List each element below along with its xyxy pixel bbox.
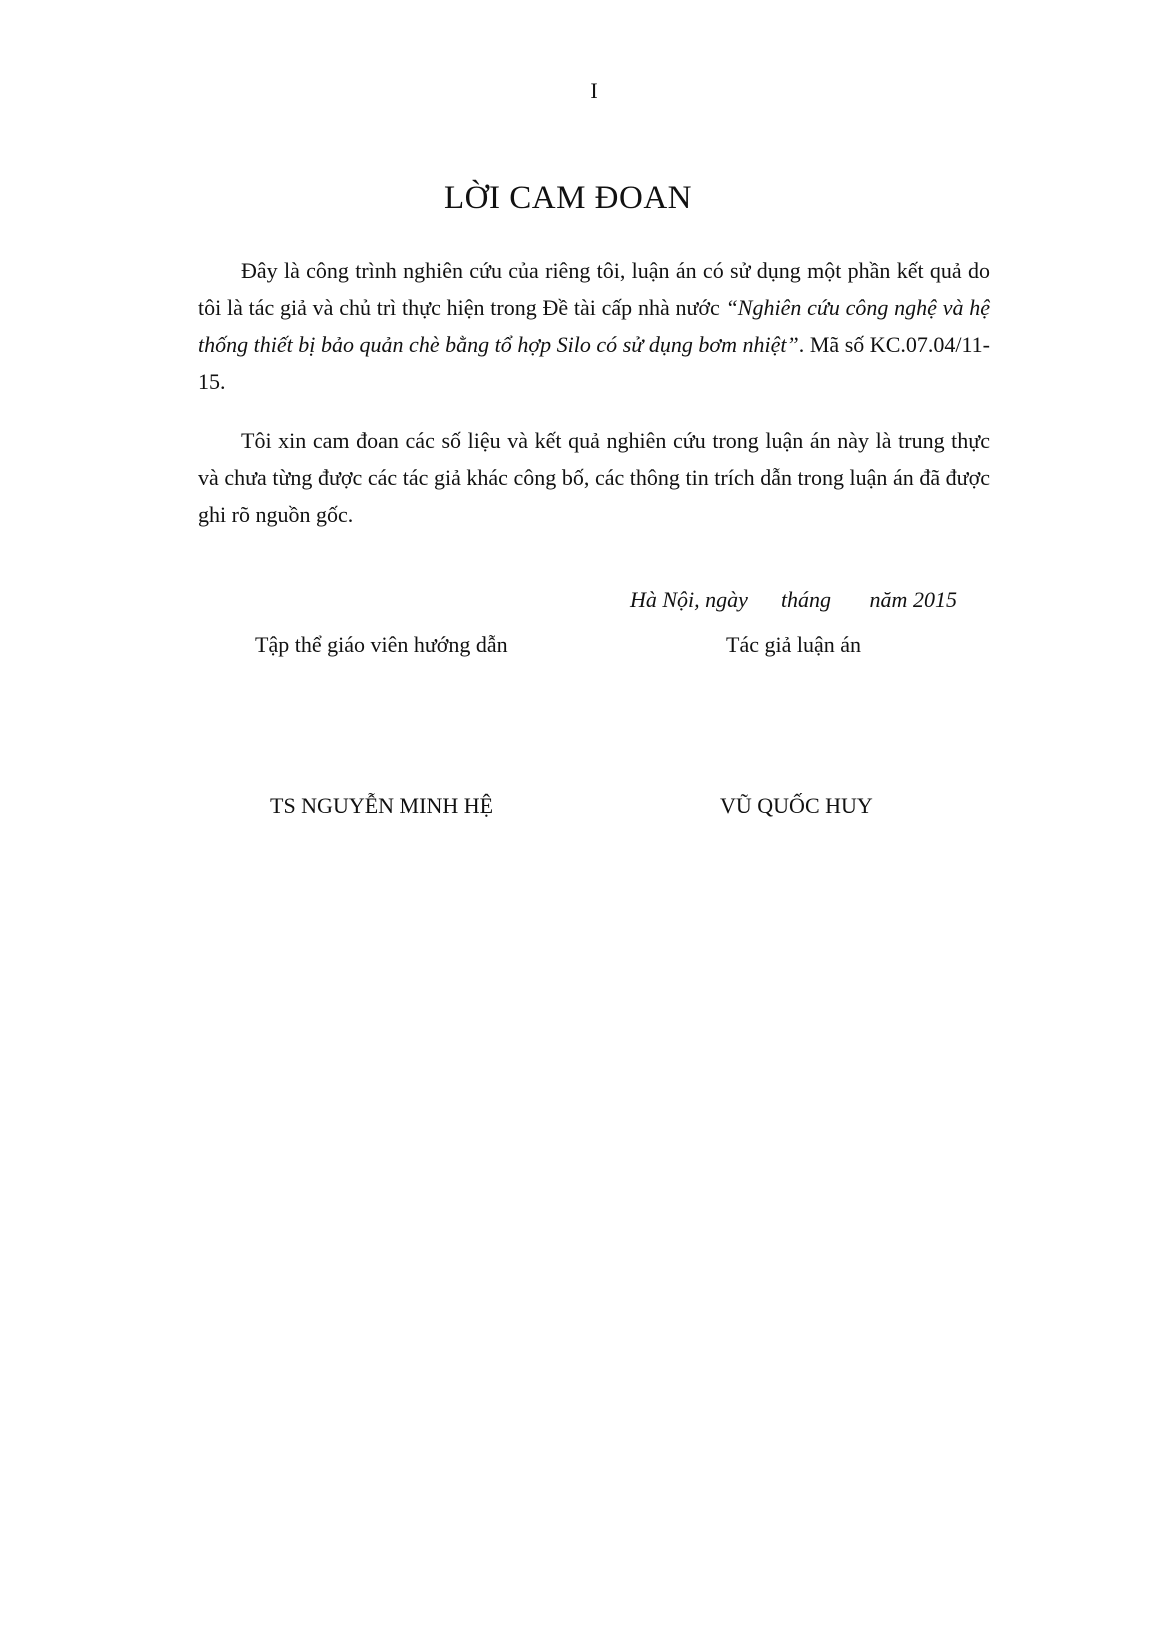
author-name: VŨ QUỐC HUY	[720, 793, 873, 818]
author-role-label: Tác giả luận án	[726, 632, 861, 657]
declaration-paragraph-2: Tôi xin cam đoan các số liệu và kết quả nghiên cứu trong luận án này là trung thực và chưa từng được các tác giả khác công bố, các thông tin trích dẫn trong luận án đã được ghi rõ nguồn gốc.	[198, 428, 990, 527]
supervisor-name: TS NGUYỄN MINH HỆ	[270, 793, 494, 818]
page-title: LỜI CAM ĐOAN	[444, 180, 692, 216]
date-line: Hà Nội, ngày tháng năm 2015	[630, 587, 957, 612]
declaration-paragraph-1	[198, 252, 990, 400]
project-title: “Nghiên cứu công nghệ và hệ thống thiết bị bảo quản chè bằng tổ hợp Silo có sử dụng bơm nhiệt”	[198, 295, 990, 357]
supervisor-role-label: Tập thể giáo viên hướng dẫn	[255, 632, 508, 657]
paragraph-1-text-before: Đây là công trình nghiên cứu của riêng tôi, luận án có sử dụng một phần kết quả do tôi là tác giả và chủ trì thực hiện trong Đề tài cấp nhà nước	[198, 258, 990, 320]
page-number: I	[590, 78, 598, 103]
paragraph-1-text-after: . Mã số KC.07.04/11-15.	[198, 332, 990, 394]
